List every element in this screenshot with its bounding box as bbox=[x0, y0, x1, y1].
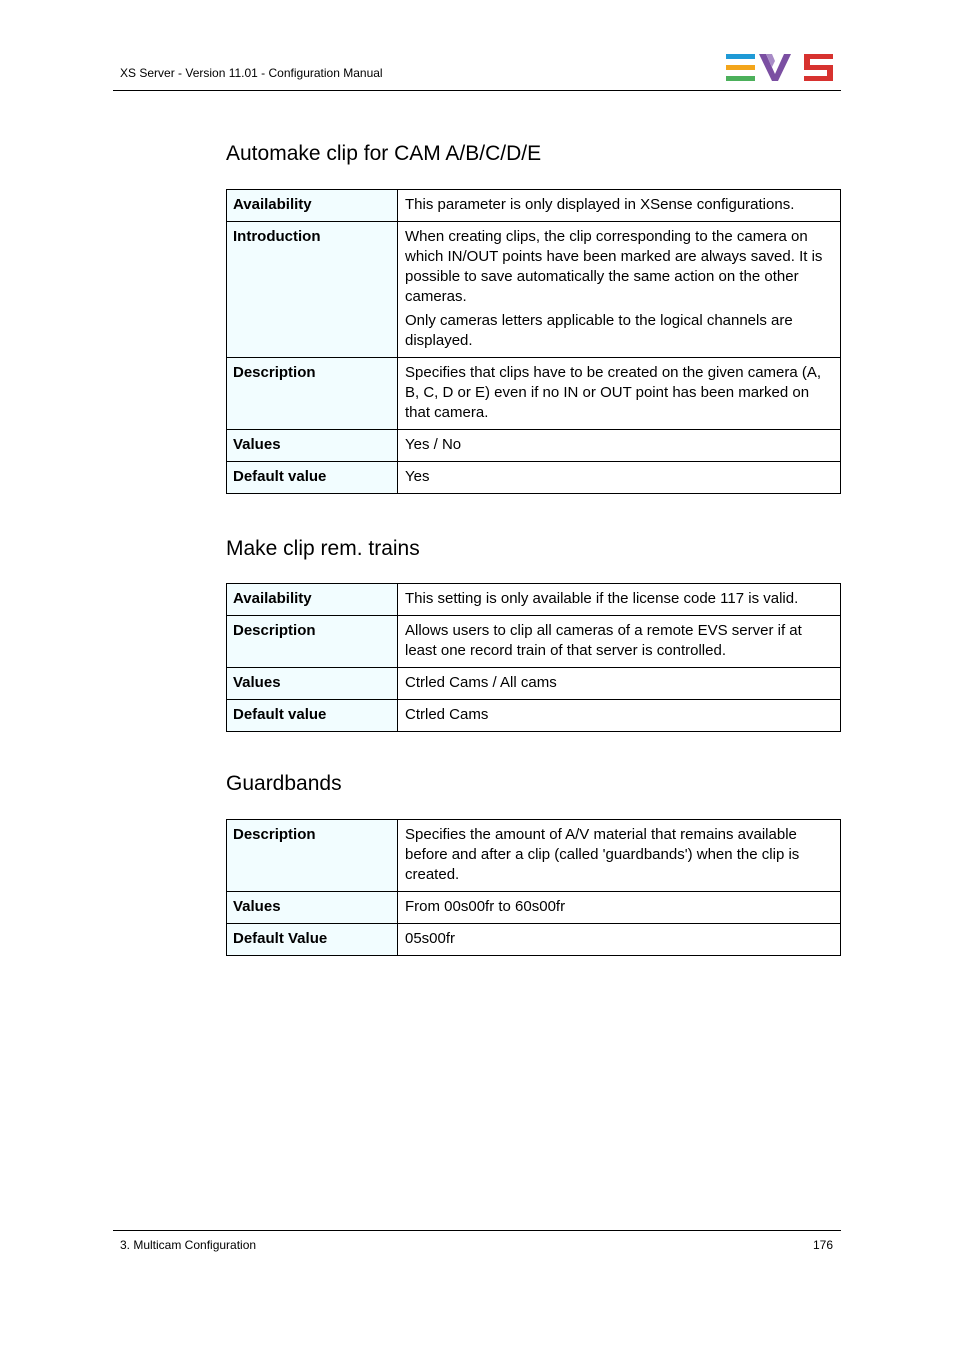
table-row bbox=[227, 668, 841, 700]
row-label: Availability bbox=[227, 190, 398, 222]
row-value-text: When creating clips, the clip corresponding to the camera on which IN/OUT points have been marked are always saved. It is possible to save automatically the same action on the other cameras. bbox=[405, 228, 823, 305]
row-label: Description bbox=[227, 616, 398, 668]
row-label: Values bbox=[227, 430, 398, 462]
row-value-text: This setting is only available if the license code 117 is valid. bbox=[405, 590, 799, 607]
row-value bbox=[398, 430, 841, 462]
row-label: Default value bbox=[227, 700, 398, 732]
row-value-text: Only cameras letters applicable to the logical channels are displayed. bbox=[405, 312, 793, 349]
row-label: Values bbox=[227, 892, 398, 924]
table-row bbox=[227, 924, 841, 956]
table-row bbox=[227, 358, 841, 430]
row-value bbox=[398, 892, 841, 924]
row-value-text: Ctrled Cams / All cams bbox=[405, 674, 557, 691]
guardbands-table bbox=[226, 819, 841, 956]
make-clip-rem-trains-table bbox=[226, 583, 841, 732]
row-label: Default Value bbox=[227, 924, 398, 956]
row-value bbox=[398, 616, 841, 668]
footer-divider bbox=[113, 1230, 841, 1231]
row-value-text: 05s00fr bbox=[405, 930, 456, 947]
row-label: Description bbox=[227, 820, 398, 892]
automake-clip-table bbox=[226, 189, 841, 494]
document-title: XS Server - Version 11.01 - Configuration Manual bbox=[120, 66, 383, 80]
row-value-text: Yes bbox=[405, 468, 430, 485]
row-value bbox=[398, 190, 841, 222]
row-value-text: Yes / No bbox=[405, 436, 462, 453]
evs-logo bbox=[726, 54, 834, 87]
row-value-text: From 00s00fr to 60s00fr bbox=[405, 898, 566, 915]
section-title-make-clip-rem-trains: Make clip rem. trains bbox=[226, 537, 420, 560]
table-row bbox=[227, 430, 841, 462]
section-title-guardbands: Guardbands bbox=[226, 772, 342, 795]
table-row bbox=[227, 584, 841, 616]
row-value-text: Ctrled Cams bbox=[405, 706, 489, 723]
table-row bbox=[227, 892, 841, 924]
page-number: 176 bbox=[812, 1238, 833, 1252]
row-value bbox=[398, 462, 841, 494]
table-row bbox=[227, 222, 841, 358]
table-row bbox=[227, 462, 841, 494]
row-value bbox=[398, 668, 841, 700]
row-value-text: This parameter is only displayed in XSense configurations. bbox=[405, 196, 795, 213]
row-value bbox=[398, 700, 841, 732]
row-label: Introduction bbox=[227, 222, 398, 358]
header-divider bbox=[113, 90, 841, 91]
row-value bbox=[398, 358, 841, 430]
row-value-text: Specifies the amount of A/V material that remains available before and after a clip (called 'guardbands') when the clip is created. bbox=[405, 826, 800, 883]
row-label: Description bbox=[227, 358, 398, 430]
chapter-label: 3. Multicam Configuration bbox=[120, 1238, 257, 1252]
table-row bbox=[227, 616, 841, 668]
row-value bbox=[398, 222, 841, 358]
row-value bbox=[398, 924, 841, 956]
row-value-text: Allows users to clip all cameras of a remote EVS server if at least one record train of that server is controlled. bbox=[405, 622, 802, 659]
section-title-automake-clip: Automake clip for CAM A/B/C/D/E bbox=[226, 142, 542, 165]
table-row bbox=[227, 820, 841, 892]
row-label: Availability bbox=[227, 584, 398, 616]
row-label: Default value bbox=[227, 462, 398, 494]
row-value bbox=[398, 584, 841, 616]
table-row bbox=[227, 700, 841, 732]
table-row bbox=[227, 190, 841, 222]
row-value bbox=[398, 820, 841, 892]
row-label: Values bbox=[227, 668, 398, 700]
row-value-text: Specifies that clips have to be created on the given camera (A, B, C, D or E) even if no IN or OUT point has been marked on that camera. bbox=[405, 364, 822, 421]
